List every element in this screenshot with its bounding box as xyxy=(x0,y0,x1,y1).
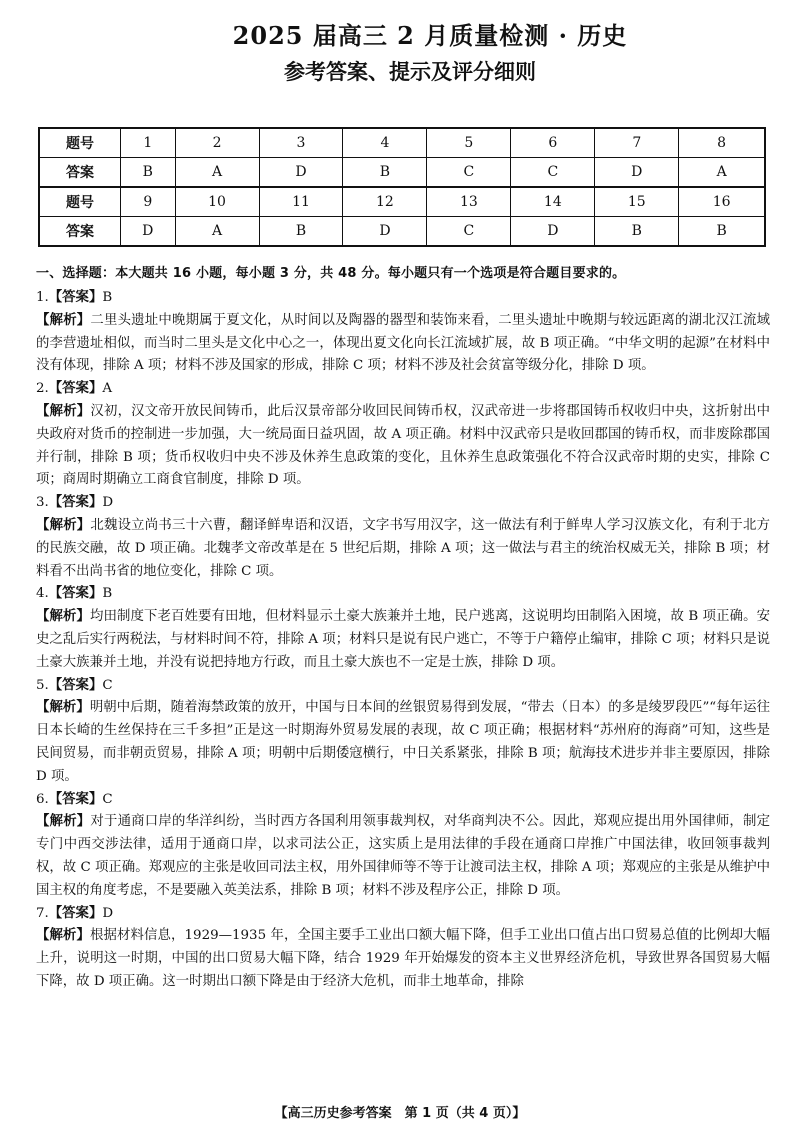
answer-tag: 【答案】 xyxy=(48,677,103,693)
table-cell: 11 xyxy=(259,187,343,217)
row-label-number: 题号 xyxy=(39,187,121,217)
question-number: 1. xyxy=(36,290,49,305)
table-cell: D xyxy=(595,158,679,188)
table-cell: 8 xyxy=(679,128,765,158)
table-row-numbers-1 xyxy=(39,128,765,158)
analysis-text: 二里头遗址中晚期属于夏文化，从时间以及陶器的器型和装饰来看，二里头遗址中晚期与较远距离的湖北汉江流域的李营遗址相似，而当时二里头是文化中心之一，体现出夏文化向长江流域扩展，故 B 项正确。“中华文明的起源”在材料中没有体现，排除 A 项；材料不涉及国家的形成，排除 C 项；材料不涉及社会贫富等级分化，排除 D 项。 xyxy=(36,312,771,374)
table-cell: B xyxy=(343,158,427,188)
table-cell: 16 xyxy=(679,187,765,217)
row-label-answer: 答案 xyxy=(39,158,121,188)
answer-letter: A xyxy=(102,381,113,397)
table-cell: 10 xyxy=(175,187,259,217)
table-row-numbers-2 xyxy=(39,187,765,217)
analysis-tag: 【解析】 xyxy=(36,312,91,328)
table-cell: A xyxy=(679,158,765,188)
answer-tag: 【答案】 xyxy=(48,586,103,602)
table-cell: 2 xyxy=(175,128,259,158)
analysis-tag: 【解析】 xyxy=(36,700,90,716)
question-number: 7. xyxy=(36,905,49,921)
table-cell: 3 xyxy=(259,128,343,158)
answer-tag: 【答案】 xyxy=(48,495,103,511)
row-label-number: 题号 xyxy=(39,128,121,158)
table-cell: B xyxy=(121,158,176,188)
table-cell: B xyxy=(679,217,765,247)
table-cell: D xyxy=(121,217,176,247)
analysis-text: 明朝中后期，随着海禁政策的放开，中国与日本间的丝银贸易得到发展，“带去（日本）的多是绫罗段匹”“每年运往日本长崎的生丝保持在三千多担”正是这一时期海外贸易发展的表现，故 C 项正确；根据材料“苏州府的海商”可知，这些是民间贸易，而非朝贡贸易，排除 A 项；明朝中后期倭寇横行，中日关系紧张，排除 B 项；航海技术进步并非主要原因，排除 D 项。 xyxy=(36,700,770,784)
answer-letter: B xyxy=(102,290,113,305)
question-number: 4. xyxy=(36,586,49,602)
table-cell: 13 xyxy=(427,187,511,217)
answer-tag: 【答案】 xyxy=(48,905,103,921)
analysis-tag: 【解析】 xyxy=(36,928,91,944)
answer-tag: 【答案】 xyxy=(48,791,103,807)
table-cell: D xyxy=(343,217,427,247)
question-item xyxy=(36,287,770,378)
answer-tag: 【答案】 xyxy=(48,381,103,397)
table-cell: 14 xyxy=(511,187,595,217)
analysis-text: 根据材料信息，1929—1935 年，全国主要手工业出口额大幅下降，但手工业出口值占出口贸易总值的比例却大幅上升，说明这一时期，中国的出口贸易大幅下降，结合 1929 年开始爆发的资本主义世界经济危机，导致世界各国贸易大幅下降，故 D 项正确。这一时期出口额下降是由于经济大危机，而非土地革命，排除 xyxy=(36,928,770,989)
table-cell: 7 xyxy=(595,128,679,158)
analysis-tag: 【解析】 xyxy=(36,609,91,625)
question-number: 3. xyxy=(36,495,49,511)
answer-letter: D xyxy=(102,495,114,511)
table-cell: C xyxy=(427,217,511,247)
table-cell: 15 xyxy=(595,187,679,217)
answer-table xyxy=(38,127,766,247)
table-cell: D xyxy=(259,158,343,188)
table-cell: B xyxy=(259,217,343,247)
analysis-text: 北魏设立尚书三十六曹，翻译鲜卑语和汉语，文字书写用汉字，这一做法有利于鲜卑人学习汉族文化，有利于北方的民族交融，故 D 项正确。北魏孝文帝改革是在 5 世纪后期，排除 A 项；这一做法与君主的统治权威无关，排除 B 项；材料看不出尚书省的地位变化，排除 C 项。 xyxy=(36,517,771,579)
answer-letter: B xyxy=(102,586,113,602)
answer-letter: C xyxy=(102,677,113,693)
table-cell: A xyxy=(175,158,259,188)
table-cell: 1 xyxy=(121,128,176,158)
question-number: 2. xyxy=(36,381,49,397)
question-number: 5. xyxy=(36,677,49,693)
table-cell: 5 xyxy=(427,128,511,158)
analysis-tag: 【解析】 xyxy=(36,403,91,419)
table-cell: 6 xyxy=(511,128,595,158)
analysis-tag: 【解析】 xyxy=(36,814,91,830)
table-cell: 9 xyxy=(121,187,176,217)
question-item xyxy=(36,492,770,583)
question-item xyxy=(36,789,770,903)
questions-list xyxy=(36,287,770,994)
answer-letter: C xyxy=(102,791,113,807)
table-cell: A xyxy=(175,217,259,247)
table-cell: C xyxy=(511,158,595,188)
table-cell: C xyxy=(427,158,511,188)
question-number: 6. xyxy=(36,791,49,807)
question-item xyxy=(36,378,770,492)
question-item xyxy=(36,583,770,674)
page-footer: 【高三历史参考答案 第 1 页（共 4 页）】 xyxy=(274,1106,526,1121)
table-row-answers-2 xyxy=(39,217,765,247)
question-item xyxy=(36,903,770,994)
analysis-text: 对于通商口岸的华洋纠纷，当时西方各国利用领事裁判权，对华商判决不公。因此，郑观应提出用外国律师，制定专门中西交涉法律，适用于通商口岸，以求司法公正，这实质上是用法律的手段在通商口岸推广中国法律，收回领事裁判权，故 C 项正确。郑观应的主张是收回司法主权，用外国律师等不等于让渡司法主权，排除 A 项；郑观应的主张是从维护中国主权的角度考虑，不是要融入英美法系，排除 B 项；材料不涉及程序公正，排除 D 项。 xyxy=(36,814,771,898)
table-cell: 4 xyxy=(343,128,427,158)
table-cell: 12 xyxy=(343,187,427,217)
table-cell: B xyxy=(595,217,679,247)
section-header: 一、选择题：本大题共 16 小题，每小题 3 分，共 48 分。每小题只有一个选项是符合题目要求的。 xyxy=(36,266,626,281)
row-label-answer: 答案 xyxy=(39,217,121,247)
table-cell: D xyxy=(511,217,595,247)
analysis-tag: 【解析】 xyxy=(36,517,91,533)
page-title: 2025 届高三 2 月质量检测 · 历史 xyxy=(232,21,628,50)
answer-letter: D xyxy=(102,905,114,921)
analysis-text: 均田制度下老百姓要有田地，但材料显示土豪大族兼并土地，民户逃离，这说明均田制陷入困境，故 B 项正确。安史之乱后实行两税法，与材料时间不符，排除 A 项；材料只是说有民户逃亡，不等于户籍停止编审，排除 C 项；材料只是说土豪大族兼并土地，并没有说把持地方行政，而且土豪大族也不一定是士族，排除 D 项。 xyxy=(36,609,771,670)
answer-tag: 【答案】 xyxy=(48,290,103,305)
question-item xyxy=(36,675,770,789)
analysis-text: 汉初，汉文帝开放民间铸币，此后汉景帝部分收回民间铸币权，汉武帝进一步将郡国铸币权收归中央，这折射出中央政府对货币的控制进一步加强，大一统局面日益巩固，故 A 项正确。材料中汉武帝只是收回郡国的铸币权，而非废除郡国并行制，排除 B 项；货币权收归中央不涉及休养生息政策的变化，且休养生息政策强化不符合汉武帝时期的史实，排除 C 项；商周时期确立工商食官制度，排除 D 项。 xyxy=(36,403,771,488)
table-row-answers-1 xyxy=(39,158,765,188)
page-subtitle: 参考答案、提示及评分细则 xyxy=(284,60,536,84)
